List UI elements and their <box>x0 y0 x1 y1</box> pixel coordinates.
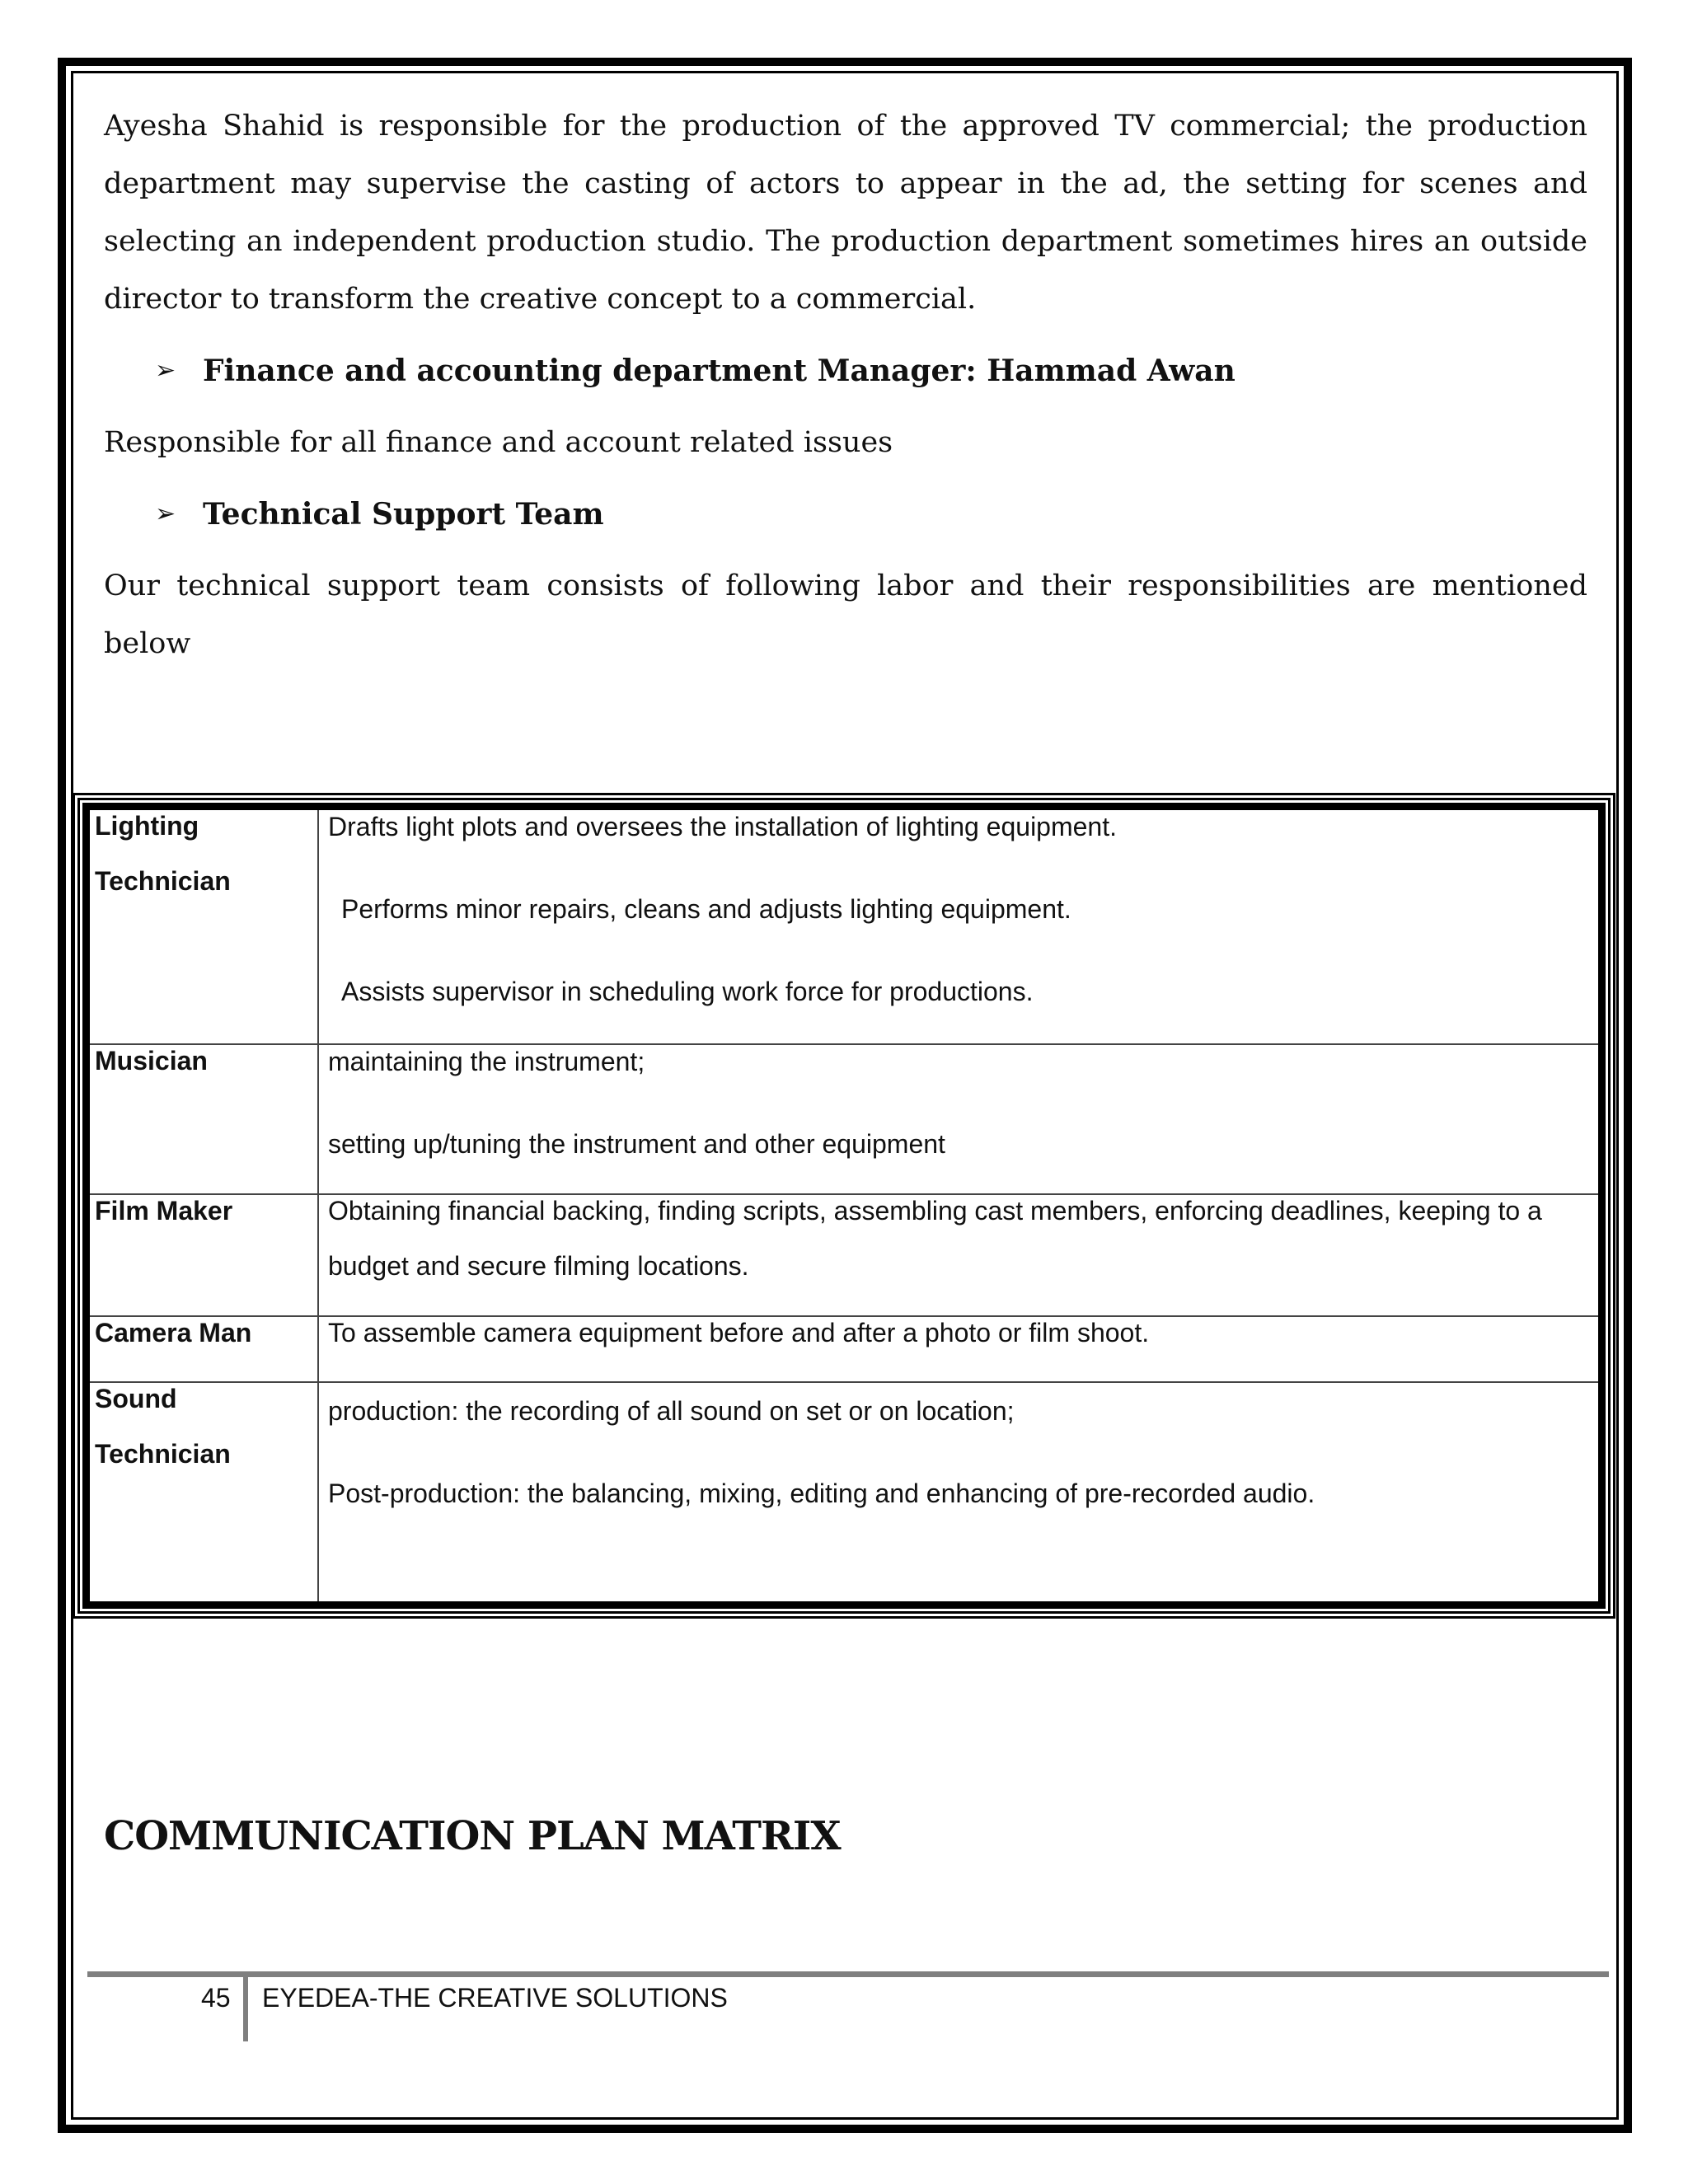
intro-paragraph: Ayesha Shahid is responsible for the production of the approved TV commercial; the production department may supervise the casting of actors to appear in the ad, the setting for scenes and selecting an independent production studio. The production department sometimes hires an outside director to transform the creative concept to a commercial. <box>104 110 1587 316</box>
role-cell <box>90 810 318 1044</box>
duty-text: Assists supervisor in scheduling work force for productions. <box>341 977 1034 1006</box>
technical-team-table <box>90 810 1598 1601</box>
section-heading-label: Technical Support Team <box>203 497 604 532</box>
footer-vertical-divider <box>243 1977 248 2041</box>
duty-text: setting up/tuning the instrument and other equipment <box>328 1129 945 1159</box>
role-label: Sound Technician <box>95 1384 231 1469</box>
role-cell <box>90 1194 318 1316</box>
section-heading-technical-support <box>104 471 1587 557</box>
role-cell <box>90 1382 318 1601</box>
page-content <box>104 97 1587 673</box>
role-label: Camera Man <box>95 1318 252 1347</box>
duty-text: To assemble camera equipment before and after a photo or film shoot. <box>328 1318 1150 1347</box>
page-number: 45 <box>201 1983 231 2013</box>
duty-text: maintaining the instrument; <box>328 1047 645 1076</box>
duty-text: Performs minor repairs, cleans and adjusts lighting equipment. <box>341 894 1071 924</box>
communication-plan-heading: COMMUNICATION PLAN MATRIX <box>104 1813 841 1859</box>
table-row <box>90 1194 1598 1316</box>
duties-cell <box>318 1044 1598 1194</box>
finance-description: Responsible for all finance and account related issues <box>104 426 893 459</box>
duty-text: Drafts light plots and oversees the installation of lighting equipment. <box>328 812 1117 841</box>
table-row <box>90 1382 1598 1601</box>
section-heading-label: Finance and accounting department Manager: Hammad Awan <box>203 354 1236 388</box>
footer-company-name: EYEDEA-THE CREATIVE SOLUTIONS <box>262 1983 728 2013</box>
duties-cell <box>318 810 1598 1044</box>
duties-cell <box>318 1382 1598 1601</box>
arrow-bullet-icon: ➢ <box>155 499 176 528</box>
footer-divider <box>87 1971 1609 1977</box>
duty-text: Post-production: the balancing, mixing, editing and enhancing of pre-recorded audio. <box>328 1479 1315 1508</box>
section-heading-finance <box>104 328 1587 414</box>
role-label: Musician <box>95 1046 208 1076</box>
duty-text: Obtaining financial backing, finding scripts, assembling cast members, enforcing deadlines, keeping to a budget and secure filming locations. <box>328 1196 1542 1281</box>
table-row <box>90 1044 1598 1194</box>
table-row <box>90 810 1598 1044</box>
role-label: Lighting Technician <box>95 811 231 896</box>
role-label: Film Maker <box>95 1196 233 1226</box>
duties-cell <box>318 1194 1598 1316</box>
duty-text: production: the recording of all sound on set or on location; <box>328 1396 1015 1426</box>
technical-support-description: Our technical support team consists of following labor and their responsibilities are mentioned below <box>104 569 1587 660</box>
arrow-bullet-icon: ➢ <box>155 356 176 385</box>
role-cell <box>90 1044 318 1194</box>
